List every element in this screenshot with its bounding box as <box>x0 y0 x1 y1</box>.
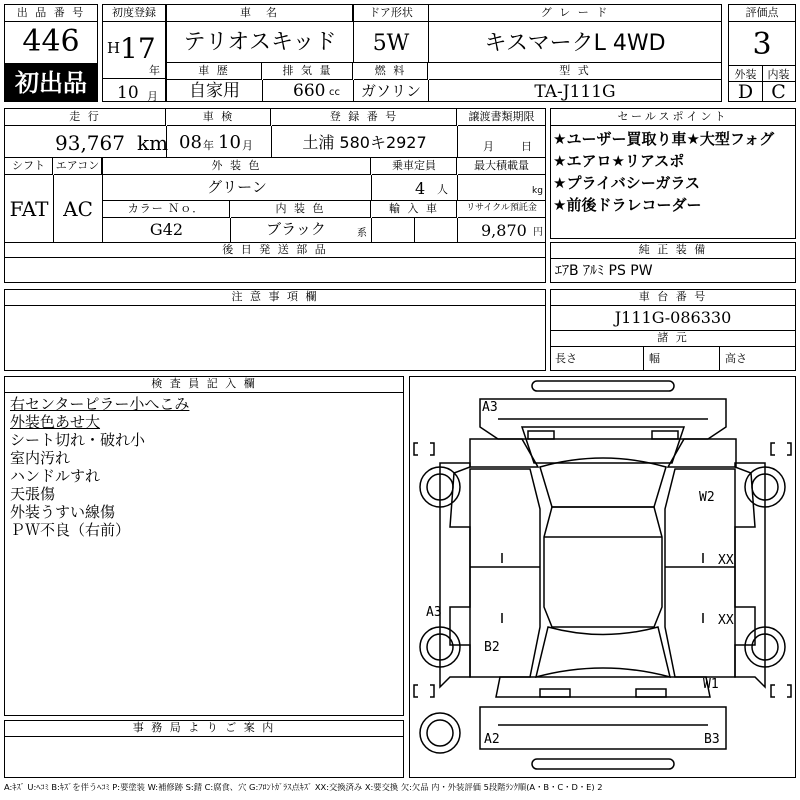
first-registration-label: 初度登録 <box>103 5 165 22</box>
model-label: 型 式 <box>429 63 721 80</box>
car-name-label: 車 名 <box>167 5 353 22</box>
lot-number-box <box>4 4 98 64</box>
displacement: 660 <box>293 81 326 101</box>
transfer-day-unit: 日 <box>521 140 532 153</box>
inspector-note-6: 天張傷 <box>10 485 56 503</box>
chassis-label: 車 台 番 号 <box>551 290 795 306</box>
capacity: 4 <box>415 179 426 198</box>
lot-number: 446 <box>22 24 80 59</box>
damage-mark-w1: W1 <box>703 677 719 692</box>
transfer-month-unit: 月 <box>483 140 494 153</box>
car-diagram-box <box>409 376 796 778</box>
sales-point-3: ★プライバシーガラス <box>553 174 700 192</box>
notes-box <box>4 289 546 371</box>
fuel: ガソリン <box>360 82 421 100</box>
car-diagram <box>410 377 795 777</box>
registration-no-label: 登 録 番 号 <box>272 109 457 126</box>
damage-mark-b2: B2 <box>484 640 500 655</box>
damage-mark-a2: A2 <box>484 732 500 747</box>
interior-grade: C <box>771 81 786 103</box>
score: 3 <box>752 27 772 62</box>
recycle-deposit: 9,870 <box>481 221 527 240</box>
history: 自家用 <box>189 81 240 101</box>
notes-label: 注 意 事 項 欄 <box>5 290 545 306</box>
fuel-label: 燃 料 <box>354 63 428 80</box>
inspector-box <box>4 376 404 716</box>
import-label: 輸 入 車 <box>372 201 457 218</box>
damage-mark-b3: B3 <box>704 732 720 747</box>
interior-label: 内装 <box>767 68 790 81</box>
aircon: AC <box>63 197 93 221</box>
damage-mark-w2: W2 <box>699 490 715 505</box>
damage-mark-xx-rear-door: XX <box>718 613 734 628</box>
inspection-month: 10 <box>218 132 241 153</box>
sales-points-label: セールスポイント <box>551 109 795 126</box>
specs-table <box>4 108 546 283</box>
era: H <box>107 39 121 57</box>
inspector-note-4: 室内汚れ <box>10 449 71 467</box>
sales-points-box <box>550 108 796 239</box>
inspection-month-unit: 月 <box>242 139 253 152</box>
score-label: 評価点 <box>729 5 795 22</box>
damage-mark-a3-left: A3 <box>426 605 442 620</box>
inspector-note-3: シート切れ・破れ小 <box>10 431 146 449</box>
max-load-label: 最大積載量 <box>458 158 545 175</box>
displacement-label: 排 気 量 <box>263 63 353 80</box>
later-parts-label: 後 日 発 送 部 品 <box>5 243 545 258</box>
legend: A:ｷｽﾞ U:ﾍｺﾐ B:ｷｽﾞを伴うﾍｺﾐ P:要塗装 W:補修跡 S:錆 C:腐食、穴 G:ﾌﾛﾝﾄｶﾞﾗｽ点ｷｽﾞ XX:交換済み X:要交換 欠:欠品 内・外装評価 5段階ﾗﾝｸ順(A・B・C・D・E) 2 <box>4 783 603 792</box>
interior-color-label: 内 装 色 <box>231 201 371 218</box>
displacement-unit: cc <box>329 87 340 98</box>
color-no-label: カラー Ｎｏ． <box>103 201 230 218</box>
interior-color-suffix: 系 <box>357 228 367 239</box>
first-registration-month: 10 <box>117 83 139 103</box>
inspector-note-7: 外装うすい線傷 <box>10 503 116 521</box>
sales-point-4: ★前後ドラレコーダー <box>553 196 702 214</box>
inspector-note-8: ＰＷ不良（右前） <box>10 521 131 539</box>
grade-label: グ レ ー ド <box>429 5 721 22</box>
chassis-number: J111G-086330 <box>614 308 732 327</box>
damage-mark-xx-front-door: XX <box>718 553 734 568</box>
height-label: 高さ <box>725 352 747 365</box>
car-name: テリオスキッド <box>183 30 337 55</box>
damage-mark-a3-front: A3 <box>482 400 498 415</box>
inspector-note-1: 右センターピラー小へこみ <box>10 395 190 413</box>
length-label: 長さ <box>555 352 577 365</box>
inspection-year: 08 <box>179 132 202 153</box>
sales-point-2: ★エアロ★リアスポ <box>553 152 685 170</box>
sales-point-1: ★ユーザー買取り車★大型フォグ <box>553 130 775 148</box>
shift-label: シフト <box>5 158 53 175</box>
capacity-unit: 人 <box>437 183 448 196</box>
equipment-box <box>550 242 796 283</box>
interior-color: ブラック <box>266 220 326 238</box>
grade: キスマークL 4WD <box>484 31 666 56</box>
inspection-label: 車 検 <box>167 109 271 126</box>
year-unit: 年 <box>149 64 160 77</box>
dimensions-label: 諸 元 <box>551 331 795 347</box>
office-box <box>4 720 404 778</box>
office-label: 事 務 局 よ り ご 案 内 <box>5 721 403 737</box>
door-label: ドア形状 <box>354 5 428 22</box>
capacity-label: 乗車定員 <box>372 158 457 175</box>
color-no: G42 <box>149 220 184 239</box>
inspection-year-unit: 年 <box>203 139 214 152</box>
first-registration-year: 17 <box>120 32 156 65</box>
body-color: グリーン <box>207 178 267 196</box>
history-label: 車 歴 <box>167 63 262 80</box>
inspector-label: 検 査 員 記 入 欄 <box>5 377 403 393</box>
model-code: TA-J111G <box>534 82 616 102</box>
mileage-label: 走 行 <box>5 109 166 126</box>
width-label: 幅 <box>649 352 660 365</box>
inspector-note-5: ハンドルすれ <box>10 467 101 485</box>
equipment: ｴｱB ｱﾙﾐ PS PW <box>555 263 653 279</box>
mileage-unit: km <box>137 131 169 155</box>
recycle-unit: 円 <box>533 227 543 238</box>
exterior-grade: D <box>737 81 754 103</box>
first-listing-badge: 初出品 <box>4 64 98 102</box>
inspector-note-2: 外装色あせ大 <box>10 413 101 431</box>
car-info-box <box>166 4 722 102</box>
lot-number-label: 出 品 番 号 <box>5 5 97 22</box>
aircon-label: エアコン <box>54 158 102 175</box>
month-unit: 月 <box>147 90 158 103</box>
transfer-deadline-label: 譲渡書類期限 <box>458 109 545 126</box>
body-color-label: 外 装 色 <box>103 158 371 175</box>
recycle-label: リサイクル預託金 <box>458 201 545 218</box>
score-box <box>728 4 796 102</box>
registration-no: 土浦 580キ2927 <box>302 133 427 152</box>
mileage: 93,767 <box>55 131 125 155</box>
load-unit: kg <box>532 186 543 196</box>
door-type: 5W <box>372 31 410 56</box>
shift: FAT <box>9 197 49 221</box>
equipment-label: 純 正 装 備 <box>551 243 795 259</box>
chassis-box <box>550 289 796 371</box>
first-registration-box <box>102 4 166 102</box>
exterior-label: 外装 <box>734 68 757 81</box>
